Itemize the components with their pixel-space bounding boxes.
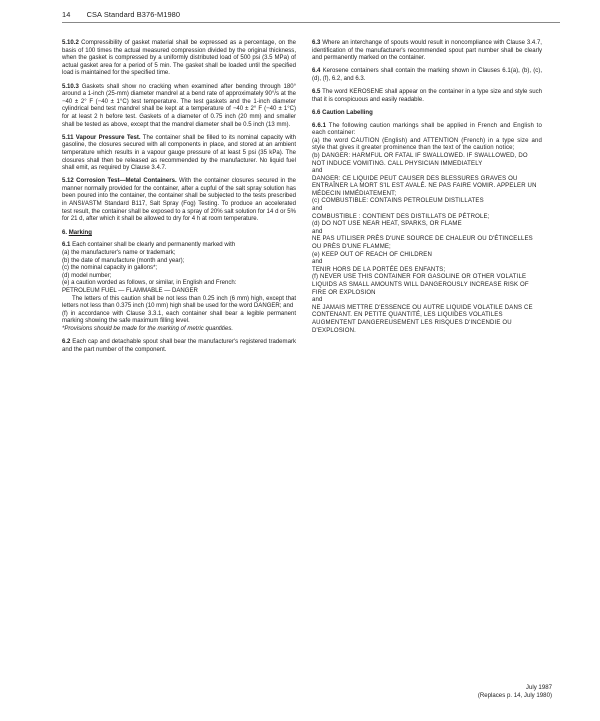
clause-text: The word KEROSENE shall appear on the container in a type size and style such that it is conspicuous and easily readable. — [312, 89, 542, 103]
caution-line: and — [312, 297, 323, 304]
section-6-6-heading — [312, 110, 542, 118]
clause-6-1 — [62, 242, 296, 250]
clause-title: 5.11 Vapour Pressure Test. — [62, 134, 141, 141]
clause-text: Compressibility of gasket material shall be expressed as a percentage, on the basis of 100 times the actual measured compression divided by the original thickness, when the gasket is compressed by a uniformly distributed load of 500 psi (3.5 MPa) of actual gasket area for a period of 5 min. The gasket shall be loaded until the specified load is maintained for the specified time. — [62, 40, 296, 77]
list-item: (e) a caution worded as follows, or similar, in English and French: — [62, 280, 237, 287]
page-number: 14 — [62, 10, 71, 19]
caution-line: and — [312, 206, 323, 213]
caution-text: PETROLEUM FUEL — FLAMMABLE — DANGER — [62, 288, 198, 294]
letter-size-text: The letters of this caution shall be not less than 0.25 inch (6 mm) high, except that letters not less than 0.375 inch (10 mm) high shall be used for the word DANGER; and — [62, 295, 296, 310]
right-column — [312, 40, 542, 335]
list-item: (c) the nominal capacity in gallons*; — [62, 265, 158, 272]
marking-list — [62, 250, 296, 334]
caution-line: (a) the word CAUTION (English) and ATTENTION (French) in a type size and style that gives it greater prominence than the text of the caution notice; — [312, 137, 542, 152]
caution-markings — [312, 123, 542, 336]
clause-number: 5.10.2 — [62, 40, 79, 46]
section-number: 6.6 — [312, 109, 321, 116]
clause-number: 6.3 — [312, 40, 321, 46]
caution-line: NE PAS UTILISER PRÈS D'UNE SOURCE DE CHALEUR OU D'ÉTINCELLES OU PRÈS D'UNE FLAMME; — [312, 236, 533, 251]
section-number: 6. — [62, 229, 68, 236]
caution-line: (e) KEEP OUT OF REACH OF CHILDREN — [312, 251, 432, 258]
list-item: (b) the date of manufacture (month and year); — [62, 257, 185, 264]
list-item: (a) the manufacturer's name or trademark; — [62, 250, 176, 257]
clause-text: Each cap and detachable spout shall bear the manufacturer's registered trademark and the part number of the component. — [62, 339, 296, 353]
clause-5-12 — [62, 178, 296, 224]
caution-line: NE JAMAIS METTRE D'ESSENCE OU AUTRE LIQUIDE VOLATILE DANS CE CONTENANT. EN PETITE QUANTITÉ, LES LIQUIDES VOLATILES AUGMENTENT DANGEREUSEMENT LES RISQUES D'INCENDIE OU D'EXPLOSION. — [312, 304, 533, 334]
caution-line: DANGER: CE LIQUIDE PEUT CAUSER DES BLESSURES GRAVES OU ENTRAÎNER LA MORT S'IL EST AVALÉ. NE PAS FAIRE VOMIR. APPELER UN MÉDECIN IMMÉDIATEMENT; — [312, 175, 537, 197]
clause-number: 6.2 — [62, 339, 71, 346]
list-item: (d) model number; — [62, 272, 112, 279]
clause-text: Gaskets shall show no cracking when examined after bending through 180° around a 1-inch (25-mm) diameter mandrel at a bend rate of approximately 90°/s at the −40 ± 2° F (−40 ± 1°C) test temperature. The test gaskets and the 1-inch diameter cylindrical bend test mandrel shall be kept at a temperature of −40 ± 2° F (−40 ± 1°C) for at least 2 h before test. Gaskets of a diameter of 0.75 inch (20 mm) and smaller shall be tested as above, except that the mandrel diameter shall be 0.5 inch (13 mm). — [62, 83, 296, 128]
footnote: *Provisions should be made for the marking of metric quantities. — [62, 325, 234, 332]
clause-number: 5.10.3 — [62, 83, 79, 90]
clause-6-3 — [312, 40, 542, 63]
clause-intro: Each container shall be clearly and permanently marked with — [72, 242, 236, 249]
clause-text: Where an interchange of spouts would result in noncompliance with Clause 3.4.7, identification of the manufacturer's recommended spout part number shall be clearly and permanently marked on the container. — [312, 40, 542, 62]
caution-line: (d) DO NOT USE NEAR HEAT, SPARKS, OR FLAME — [312, 221, 462, 228]
left-column — [62, 40, 296, 360]
caution-intro — [312, 123, 542, 138]
clause-5-10-3 — [62, 84, 296, 130]
standard-title: CSA Standard B376-M1980 — [86, 10, 181, 19]
clause-number: 6.5 — [312, 89, 321, 96]
caution-line: and — [312, 228, 323, 235]
clause-text: The following caution markings shall be applied in French and English to each container: — [312, 122, 542, 137]
clause-5-10-2 — [62, 40, 296, 78]
clause-6-2 — [62, 339, 296, 354]
clause-6-5 — [312, 89, 542, 104]
clause-text: Kerosene containers shall contain the marking shown in Clauses 6.1(a), (b), (c), (d), (f), 6.2, and 6.3. — [312, 68, 543, 82]
revision-date: July 1987 — [525, 684, 552, 691]
caution-line: (c) COMBUSTIBLE: CONTAINS PETROLEUM DISTILLATES — [312, 198, 484, 205]
clause-text: With the container closures secured in the manner normally provided for the container, after a cupful of the salt spray solution has been poured into the container, the container shall be subjected to the tests prescribed in ANSI/ASTM Standard B117, Salt Spray (Fog) Testing. To produce an accelerated test result, the container shall be exposed to a spray of 20% salt solution for 14 d or 5% for 21 d, after which it shall be allowed to dry for 4 h at room temperature. — [62, 178, 296, 223]
replaces-note: (Replaces p. 14, July 1980) — [477, 692, 552, 699]
clause-5-11 — [62, 135, 296, 173]
section-title: Caution Labelling — [322, 109, 373, 116]
caution-line: (b) DANGER: HARMFUL OR FATAL IF SWALLOWED. IF SWALLOWED, DO NOT INDUCE VOMITING. CALL PHYSICIAN IMMEDIATELY — [312, 152, 528, 167]
section-6-heading — [62, 230, 296, 238]
clause-text: The container shall be filled to its nominal capacity with gasoline, the closures secured with all components in place, and stored at an ambient temperature which results in a vapour gauge pressure of at least 5 psi (35 kPa). The closures shall then be released as recommended by the manufacturer. No liquid fuel shall emit, as required by Clause 3.4.7. — [62, 134, 297, 172]
clause-number: 6.6.1 — [312, 122, 327, 129]
caution-line: TENIR HORS DE LA PORTÉE DES ENFANTS; — [312, 266, 446, 273]
clause-6-4 — [312, 68, 542, 83]
caution-line: and — [312, 168, 323, 175]
section-title: Marking — [68, 229, 92, 236]
list-item: (f) in accordance with Clause 3.3.1, each container shall bear a legible permanent marking showing the safe maximum filling level. — [62, 310, 296, 325]
clause-title: 5.12 Corrosion Test—Metal Containers. — [62, 178, 177, 185]
caution-line: COMBUSTIBLE : CONTIENT DES DISTILLATS DE PÉTROLE; — [312, 213, 490, 220]
caution-line: and — [312, 259, 323, 266]
page-footer — [478, 684, 552, 700]
page-header — [62, 10, 560, 23]
caution-line: (f) NEVER USE THIS CONTAINER FOR GASOLINE OR OTHER VOLATILE LIQUIDS AS SMALL AMOUNTS WILL DANGEROUSLY INCREASE RISK OF FIRE OR EXPLOSION — [312, 274, 529, 296]
clause-number: 6.1 — [62, 242, 71, 249]
clause-number: 6.4 — [312, 68, 321, 75]
